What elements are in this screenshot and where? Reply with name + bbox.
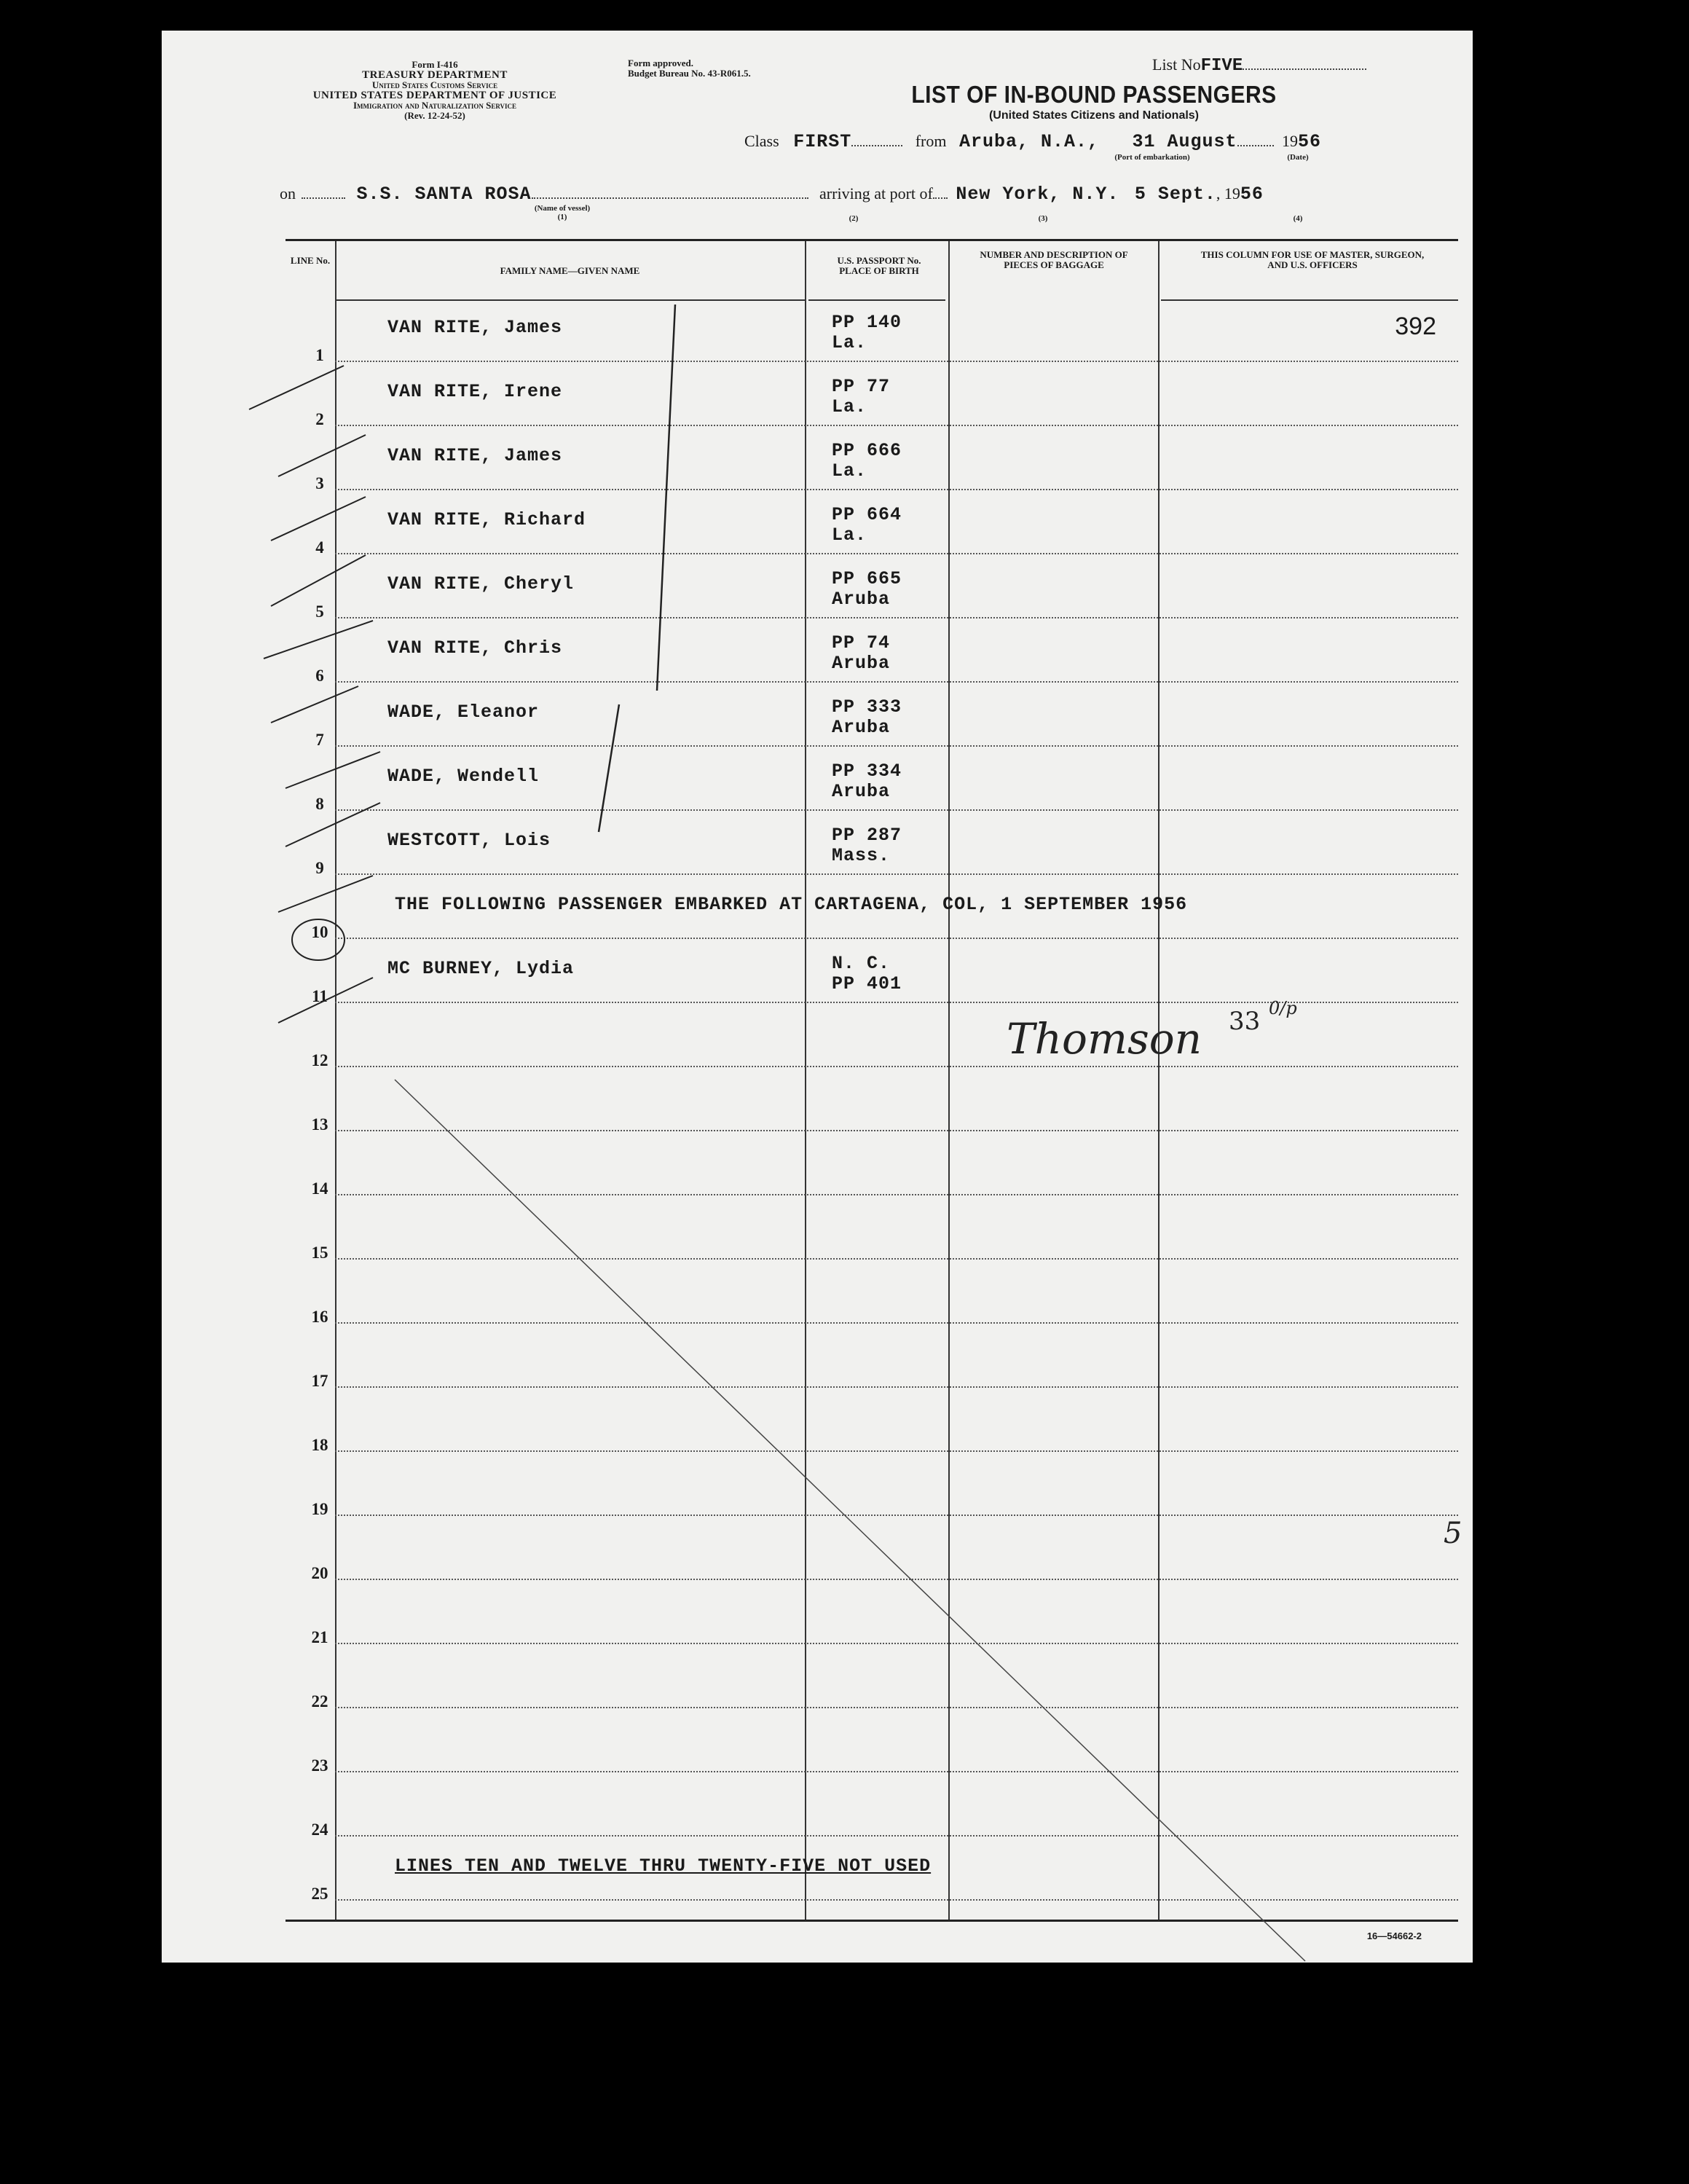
line-number: 25 — [311, 1885, 328, 1903]
embarkation-line — [744, 131, 1321, 152]
passenger-name: WADE, Wendell — [387, 766, 540, 787]
line-number: 19 — [311, 1500, 328, 1518]
line-number: 8 — [315, 795, 324, 813]
table-row — [286, 1392, 1458, 1456]
embarkation-year: 56 — [1298, 131, 1322, 152]
table-row — [286, 879, 1458, 943]
footer-code: 16—54662-2 — [1366, 1930, 1422, 1941]
col-family-name: FAMILY NAME—GIVEN NAME — [500, 265, 640, 276]
table-row — [286, 1777, 1458, 1841]
line-number: 17 — [311, 1372, 328, 1390]
line-number: 2 — [315, 410, 324, 428]
line-number: 15 — [311, 1244, 328, 1262]
table-row — [286, 623, 1458, 687]
customs-service: United States Customs Service — [371, 79, 498, 90]
passport-number: PP 334 — [832, 761, 902, 782]
line-number: 22 — [311, 1692, 328, 1710]
table-row — [286, 431, 1458, 495]
form-approval — [628, 58, 817, 79]
class-label: Class — [744, 132, 779, 150]
passport-number: N. C. — [832, 953, 891, 974]
place-of-birth: Aruba — [832, 781, 891, 802]
passport-number: PP 666 — [832, 440, 902, 461]
line-number: 10 — [311, 923, 328, 941]
caption-3: (3) — [1038, 214, 1048, 223]
arriving-label: arriving at port of — [819, 184, 933, 203]
arrival-port: New York, N.Y. — [956, 184, 1119, 205]
list-number-label: List No — [1152, 55, 1201, 74]
passport-birthplace — [832, 954, 902, 994]
line-number: 3 — [315, 474, 324, 492]
line-number: 24 — [311, 1820, 328, 1839]
line-number: 6 — [315, 667, 324, 685]
passport-number: PP 140 — [832, 312, 902, 333]
passport-birthplace — [832, 633, 890, 674]
treasury-department: TREASURY DEPARTMENT — [362, 69, 508, 81]
passenger-name: VAN RITE, Chris — [387, 637, 563, 659]
passport-number: PP 333 — [832, 696, 902, 718]
passenger-name: VAN RITE, Richard — [387, 509, 586, 530]
table-row — [286, 1200, 1458, 1264]
line-number: 23 — [311, 1756, 328, 1775]
col-passport: U.S. PASSPORT No. PLACE OF BIRTH — [837, 255, 921, 276]
line-number: 1 — [315, 346, 324, 364]
on-label: on — [280, 184, 296, 203]
margin-mark: 5 — [1444, 1517, 1462, 1550]
place-of-birth: La. — [832, 460, 867, 482]
line-number: 11 — [312, 987, 328, 1005]
arrival-line: on S.S. SANTA ROSA arriving at port of New York, N.Y. 5 Sept., 1956 — [280, 184, 1264, 205]
place-of-birth: PP 401 — [832, 973, 902, 994]
place-of-birth: La. — [832, 525, 867, 546]
place-of-birth: Mass. — [832, 845, 891, 866]
line-number: 9 — [315, 859, 324, 877]
form-title: LIST OF IN-BOUND PASSENGERS — [911, 81, 1277, 109]
passport-birthplace — [832, 825, 902, 866]
officer-signature: Thomson — [1007, 1014, 1202, 1064]
officer-notation: 392 — [1395, 313, 1436, 340]
table-row — [286, 1713, 1458, 1777]
table-row — [286, 366, 1458, 431]
table-row — [286, 302, 1458, 366]
passport-number: PP 664 — [832, 504, 902, 525]
table-row — [286, 495, 1458, 559]
table-row — [286, 687, 1458, 751]
form-revision: (Rev. 12-24-52) — [404, 110, 465, 121]
form-subtitle: (United States Citizens and Nationals) — [988, 109, 1200, 122]
vessel-name: S.S. SANTA ROSA — [356, 184, 532, 205]
list-number — [1152, 55, 1366, 76]
table-row — [286, 1584, 1458, 1649]
passenger-name: VAN RITE, James — [387, 317, 563, 338]
line-number: 18 — [311, 1436, 328, 1454]
passport-birthplace — [832, 505, 902, 546]
row-banner: THE FOLLOWING PASSENGER EMBARKED AT CARTAGENA, COL, 1 SEPTEMBER 1956 — [395, 894, 1188, 915]
passport-number: PP 74 — [832, 632, 891, 653]
caption-2: (2) — [849, 214, 859, 223]
table-row — [286, 1072, 1458, 1136]
passenger-name: VAN RITE, Irene — [387, 381, 563, 402]
vessel-caption — [511, 204, 613, 221]
passport-number: PP 287 — [832, 825, 902, 846]
table-row — [286, 1520, 1458, 1584]
list-number-value: FIVE — [1200, 56, 1243, 76]
table-row — [286, 1841, 1458, 1905]
vessel-caption-text: (Name of vessel) — [534, 204, 591, 213]
table-row — [286, 559, 1458, 623]
line-number: 21 — [311, 1628, 328, 1646]
arrival-year: 56 — [1240, 184, 1264, 205]
line-number: 4 — [315, 538, 324, 557]
caption-4: (4) — [1293, 214, 1303, 223]
passport-birthplace — [832, 313, 902, 353]
col-baggage: NUMBER AND DESCRIPTION OF PIECES OF BAGGAGE — [980, 249, 1128, 270]
place-of-birth: La. — [832, 396, 867, 417]
passenger-name: WESTCOTT, Lois — [387, 830, 551, 851]
line-number: 5 — [315, 602, 324, 621]
table-row — [286, 815, 1458, 879]
port-of-embarkation: Aruba, N.A., — [958, 131, 1099, 152]
passport-birthplace — [832, 441, 902, 482]
place-of-birth: Aruba — [832, 717, 891, 738]
place-of-birth: Aruba — [832, 589, 891, 610]
passport-birthplace — [832, 761, 902, 802]
class-value: FIRST — [793, 131, 852, 152]
passenger-table — [286, 239, 1458, 1922]
port-caption: (Port of embarkation) — [1114, 153, 1190, 162]
passenger-name: MC BURNEY, Lydia — [387, 958, 575, 979]
table-row — [286, 1649, 1458, 1713]
signature-fraction: 0/p — [1269, 998, 1297, 1018]
col-officers: THIS COLUMN FOR USE OF MASTER, SURGEON, AND U.S. OFFICERS — [1200, 249, 1425, 270]
table-row — [286, 1328, 1458, 1392]
passenger-list-form — [162, 31, 1473, 1963]
line-number: 13 — [311, 1115, 328, 1134]
passport-birthplace — [832, 569, 902, 610]
passenger-name: VAN RITE, James — [387, 445, 563, 466]
table-row — [286, 1136, 1458, 1200]
col-line-no: LINE No. — [290, 255, 331, 266]
place-of-birth: La. — [832, 332, 867, 353]
line-number: 20 — [311, 1564, 328, 1582]
passenger-name: VAN RITE, Cheryl — [387, 573, 575, 594]
line-number: 7 — [315, 731, 324, 749]
from-label: from — [915, 132, 947, 150]
form-approved-text: Form approved. — [628, 58, 694, 68]
signature-superscript: 33 — [1229, 1007, 1261, 1036]
vessel-caption-num: (1) — [557, 213, 567, 221]
table-row — [286, 751, 1458, 815]
year-prefix: 19 — [1282, 132, 1299, 150]
line-number: 12 — [311, 1051, 328, 1069]
arrival-date: 5 Sept. — [1134, 184, 1216, 205]
passport-number: PP 665 — [832, 568, 902, 589]
line-number: 14 — [311, 1179, 328, 1198]
budget-bureau-no: Budget Bureau No. 43-R061.5. — [628, 68, 751, 79]
line-number: 16 — [311, 1308, 328, 1326]
form-agency-header — [278, 60, 591, 121]
passenger-name: WADE, Eleanor — [387, 702, 540, 723]
table-row — [286, 1264, 1458, 1328]
row-banner: LINES TEN AND TWELVE THRU TWENTY-FIVE NOT USED — [395, 1855, 932, 1877]
form-number: Form I-416 — [412, 59, 458, 70]
date-caption: (Date) — [1287, 153, 1309, 162]
passport-birthplace — [832, 697, 902, 738]
justice-department: UNITED STATES DEPARTMENT OF JUSTICE — [312, 90, 557, 101]
ins-service: Immigration and Naturalization Service — [353, 100, 517, 111]
embarkation-date: 31 August — [1132, 131, 1237, 152]
passport-birthplace — [832, 377, 890, 417]
passport-number: PP 77 — [832, 376, 891, 397]
arrival-year-prefix: 19 — [1224, 184, 1240, 203]
place-of-birth: Aruba — [832, 653, 891, 674]
table-row — [286, 1456, 1458, 1520]
